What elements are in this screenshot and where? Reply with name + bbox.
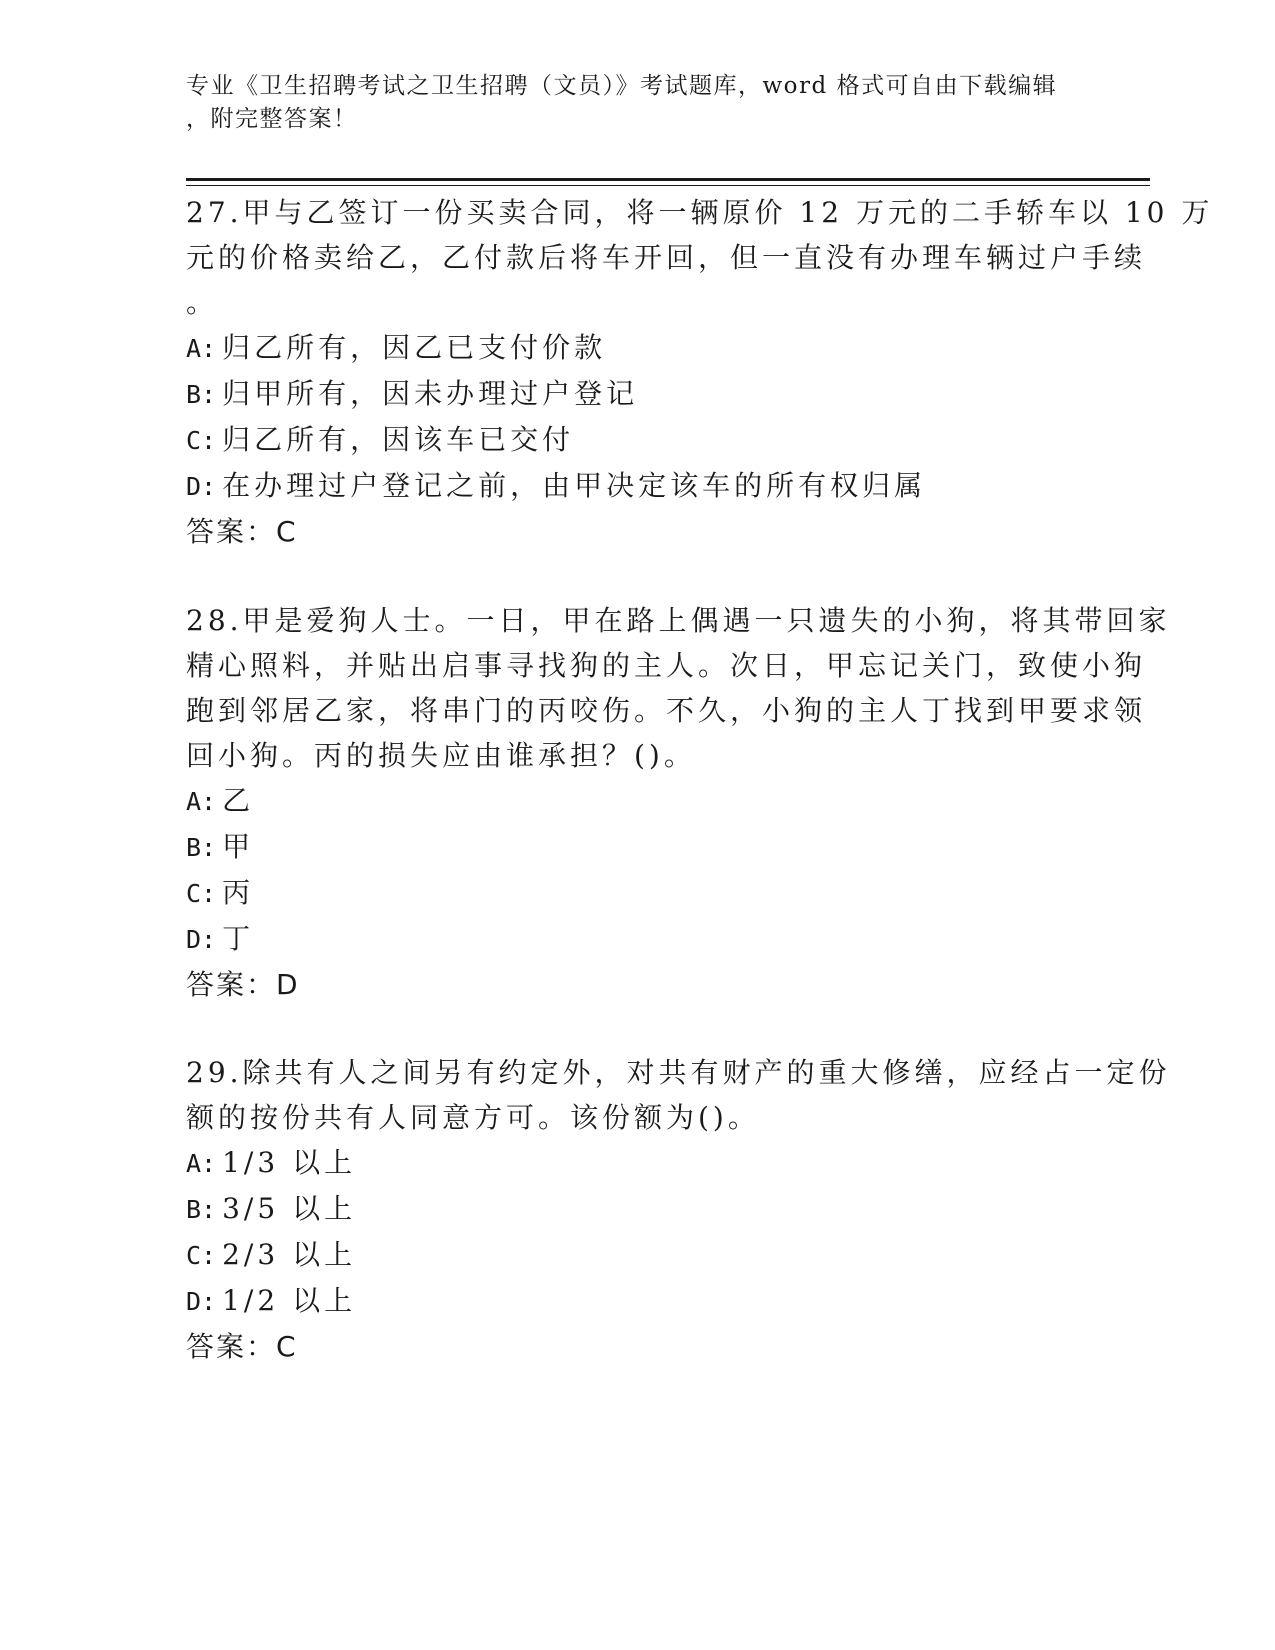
stem-line: 29.除共有人之间另有约定外，对共有财产的重大修缮，应经占一定份 [186, 1056, 1171, 1089]
answer-line: 答案：D [186, 968, 300, 1001]
option-text: 1/2 以上 [222, 1284, 357, 1317]
answer-line: 答案：C [186, 515, 298, 548]
option-text: 3/5 以上 [222, 1192, 357, 1225]
option-text: 在办理过户登记之前，由甲决定该车的所有权归属 [222, 469, 927, 502]
option-c [186, 870, 1086, 916]
option-letter: B: [186, 380, 217, 409]
question-29 [186, 1050, 1171, 1370]
option-text: 归乙所有，因该车已交付 [222, 423, 575, 456]
option-letter: C: [186, 426, 217, 455]
option-a [186, 325, 1086, 371]
stem-line: 元的价格卖给乙，乙付款后将车开回，但一直没有办理车辆过户手续 [186, 241, 1147, 274]
header-divider-thick [186, 178, 1150, 181]
option-c [186, 417, 1086, 463]
header-line-2: ，附完整答案！ [186, 106, 358, 132]
option-letter: B: [186, 1195, 217, 1224]
option-d [186, 1278, 1086, 1324]
question-28 [186, 598, 1171, 1008]
document-header [186, 70, 1066, 136]
option-d [186, 463, 1086, 509]
header-divider-thin [186, 185, 1150, 186]
option-a [186, 1140, 1086, 1186]
stem-line: 27.甲与乙签订一份买卖合同，将一辆原价 12 万元的二手轿车以 10 万 [186, 196, 1214, 229]
stem-line: 。 [186, 286, 219, 319]
option-letter: C: [186, 1241, 217, 1270]
option-letter: A: [186, 787, 217, 816]
option-d [186, 916, 1086, 962]
stem-line: 跑到邻居乙家，将串门的丙咬伤。不久，小狗的主人丁找到甲要求领 [186, 694, 1147, 727]
option-text: 丙 [222, 876, 255, 909]
option-b [186, 1186, 1086, 1232]
option-b [186, 371, 1086, 417]
option-text: 2/3 以上 [222, 1238, 357, 1271]
question-stem [186, 598, 1171, 778]
option-text: 归乙所有，因乙已支付价款 [222, 331, 607, 364]
option-letter: A: [186, 334, 217, 363]
option-c [186, 1232, 1086, 1278]
question-stem [186, 1050, 1171, 1140]
option-letter: D: [186, 472, 217, 501]
stem-line: 额的按份共有人同意方可。该份额为()。 [186, 1101, 760, 1134]
option-letter: D: [186, 925, 217, 954]
option-a [186, 778, 1086, 824]
option-letter: B: [186, 833, 217, 862]
answer-line: 答案：C [186, 1330, 298, 1363]
option-text: 归甲所有，因未办理过户登记 [222, 377, 639, 410]
option-text: 丁 [222, 922, 255, 955]
question-27 [186, 190, 1214, 555]
option-text: 乙 [222, 784, 255, 817]
option-letter: D: [186, 1287, 217, 1316]
header-line-1: 专业《卫生招聘考试之卫生招聘（文员）》考试题库，word 格式可自由下载编辑 [186, 73, 1058, 99]
option-b [186, 824, 1086, 870]
question-stem [186, 190, 1214, 325]
stem-line: 回小狗。丙的损失应由谁承担？()。 [186, 739, 696, 772]
option-text: 甲 [222, 830, 255, 863]
option-letter: C: [186, 879, 217, 908]
stem-line: 精心照料，并贴出启事寻找狗的主人。次日，甲忘记关门，致使小狗 [186, 649, 1147, 682]
stem-line: 28.甲是爱狗人士。一日，甲在路上偶遇一只遗失的小狗，将其带回家 [186, 604, 1171, 637]
option-text: 1/3 以上 [222, 1146, 357, 1179]
option-letter: A: [186, 1149, 217, 1178]
